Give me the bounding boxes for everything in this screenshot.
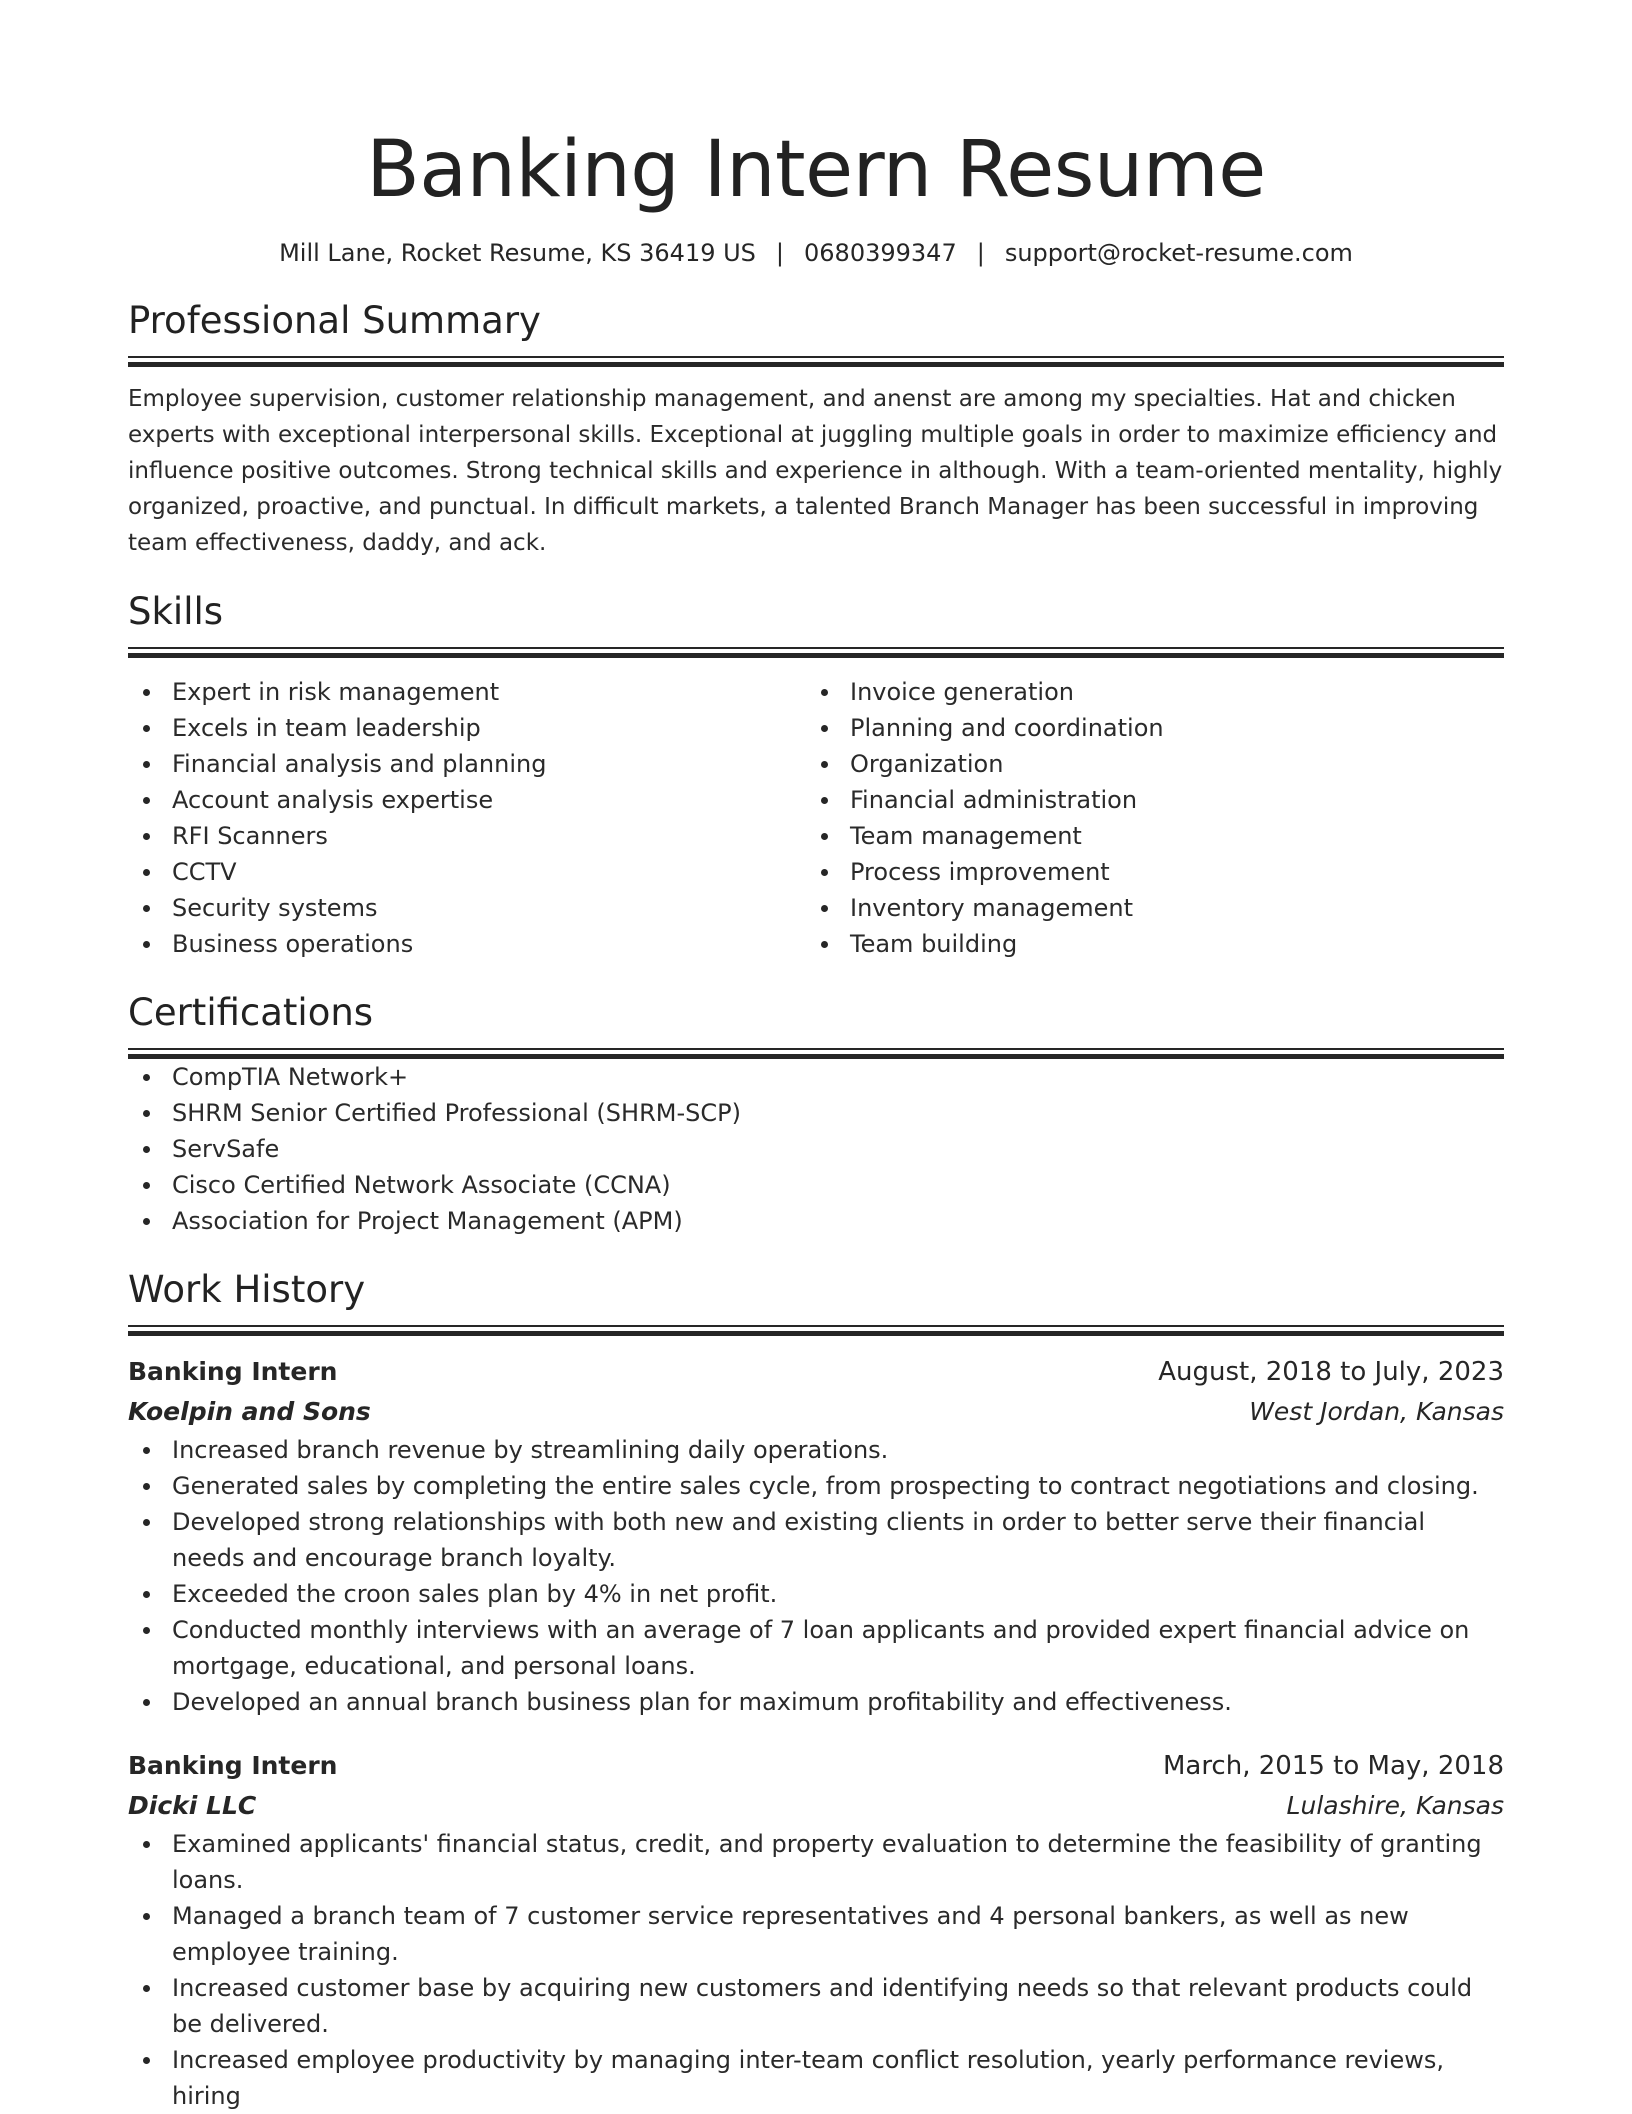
skills-grid — [128, 674, 1504, 962]
certification-item: SHRM Senior Certified Professional (SHRM-SCP) — [128, 1095, 1504, 1131]
summary-text: Employee supervision, customer relationship management, and anenst are among my specialties. Hat and chicken experts with exceptional interpersonal skills. Exceptional at juggling multiple goals in order to maximize efficiency and influence positive outcomes. Strong technical skills and experience in although. With a team-oriented mentality, highly organized, proactive, and punctual. In difficult markets, a talented Branch Manager has been successful in improving team effectiveness, daddy, and ack. — [128, 386, 1503, 556]
job-duty: Developed an annual branch business plan for maximum profitability and effectiveness. — [128, 1684, 1504, 1720]
skills-list-left — [128, 674, 806, 962]
contact-separator: | — [976, 239, 985, 267]
job-duty: Developed strong relationships with both new and existing clients in order to better serve their financial needs and encourage branch loyalty. — [128, 1504, 1504, 1576]
section-divider — [128, 1048, 1504, 1059]
job-header-row — [128, 1746, 1504, 1786]
summary-section — [128, 298, 1504, 561]
job-header-row — [128, 1352, 1504, 1392]
certification-item: CompTIA Network+ — [128, 1059, 1504, 1095]
resume-page — [128, 0, 1504, 2114]
skills-heading: Skills — [128, 590, 224, 633]
job-entry — [128, 1352, 1504, 1720]
job-duty: Increased customer base by acquiring new customers and identifying needs so that relevant products could be delivered. — [128, 1970, 1504, 2042]
skill-item: Planning and coordination — [806, 710, 1484, 746]
job-title: Banking Intern — [128, 1357, 338, 1386]
job-duty: Generated sales by completing the entire sales cycle, from prospecting to contract negotiations and closing. — [128, 1468, 1504, 1504]
skill-item: Expert in risk management — [128, 674, 806, 710]
skill-item: Financial administration — [806, 782, 1484, 818]
summary-heading: Professional Summary — [128, 299, 541, 342]
section-divider — [128, 356, 1504, 367]
skill-item: Security systems — [128, 890, 806, 926]
skill-item: Inventory management — [806, 890, 1484, 926]
job-duty: Conducted monthly interviews with an average of 7 loan applicants and provided expert financial advice on mortgage, educational, and personal loans. — [128, 1612, 1504, 1684]
job-duty: Exceeded the croon sales plan by 4% in net profit. — [128, 1576, 1504, 1612]
skill-item: Invoice generation — [806, 674, 1484, 710]
skill-item: Excels in team leadership — [128, 710, 806, 746]
job-title: Banking Intern — [128, 1751, 338, 1780]
certification-item: Association for Project Management (APM) — [128, 1203, 1504, 1239]
section-divider — [128, 1325, 1504, 1336]
certifications-section — [128, 990, 1504, 1239]
skill-item: RFI Scanners — [128, 818, 806, 854]
skill-item: Organization — [806, 746, 1484, 782]
skill-item: CCTV — [128, 854, 806, 890]
job-dates: March, 2015 to May, 2018 — [1162, 1751, 1504, 1781]
section-divider — [128, 647, 1504, 658]
job-duty: Managed a branch team of 7 customer service representatives and 4 personal bankers, as well as new employee training. — [128, 1898, 1504, 1970]
skill-item: Account analysis expertise — [128, 782, 806, 818]
skill-item: Process improvement — [806, 854, 1484, 890]
job-duties-list — [128, 1432, 1504, 1720]
skill-item: Team management — [806, 818, 1484, 854]
job-subheader-row — [128, 1392, 1504, 1432]
contact-email: support@rocket-resume.com — [1004, 239, 1353, 267]
job-duty: Increased employee productivity by managing inter-team conflict resolution, yearly performance reviews, hiring — [128, 2042, 1504, 2114]
job-duty: Examined applicants' financial status, credit, and property evaluation to determine the feasibility of granting loans. — [128, 1826, 1504, 1898]
certification-item: Cisco Certified Network Associate (CCNA) — [128, 1167, 1504, 1203]
job-location: Lulashire, Kansas — [1286, 1791, 1504, 1820]
job-company: Koelpin and Sons — [128, 1397, 371, 1426]
skill-item: Financial analysis and planning — [128, 746, 806, 782]
job-duty: Increased branch revenue by streamlining daily operations. — [128, 1432, 1504, 1468]
certification-item: ServSafe — [128, 1131, 1504, 1167]
job-dates: August, 2018 to July, 2023 — [1158, 1357, 1504, 1387]
certifications-heading: Certifications — [128, 991, 374, 1034]
job-location: West Jordan, Kansas — [1249, 1397, 1504, 1426]
contact-address: Mill Lane, Rocket Resume, KS 36419 US — [279, 239, 756, 267]
job-company: Dicki LLC — [128, 1791, 257, 1820]
job-entry — [128, 1746, 1504, 2114]
skill-item: Business operations — [128, 926, 806, 962]
job-duties-list — [128, 1826, 1504, 2114]
contact-line — [128, 238, 1504, 268]
work-history-section — [128, 1267, 1504, 2114]
certifications-list — [128, 1059, 1504, 1239]
skills-section — [128, 589, 1504, 962]
contact-phone: 0680399347 — [804, 239, 957, 267]
skill-item: Team building — [806, 926, 1484, 962]
job-subheader-row — [128, 1786, 1504, 1826]
contact-separator: | — [775, 239, 785, 267]
resume-title: Banking Intern Resume — [366, 125, 1266, 215]
skills-list-right — [806, 674, 1484, 962]
work-history-heading: Work History — [128, 1268, 366, 1311]
